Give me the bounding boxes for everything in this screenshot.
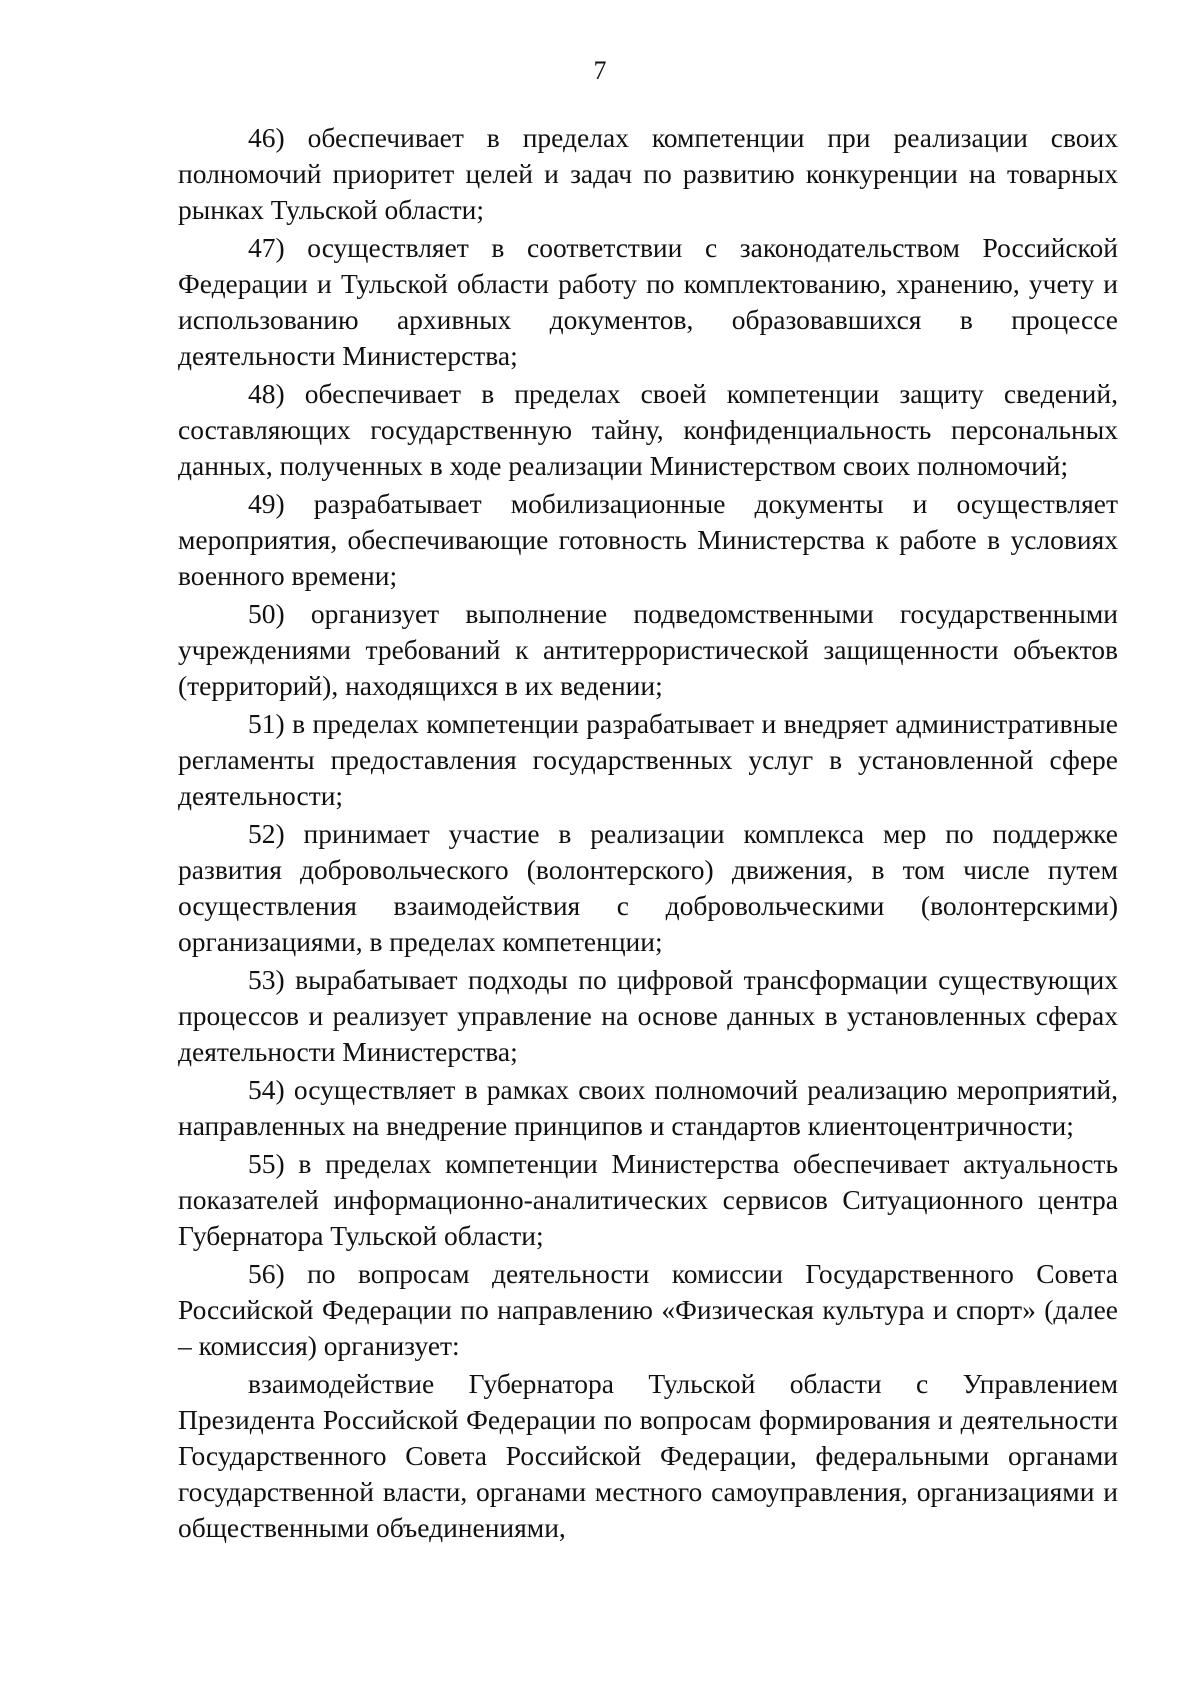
paragraph-item-55: 55) в пределах компетенции Министерства обеспечивает актуальность показателей информационно-аналитических сервисов Ситуационного центра Губернатора Тульской области;	[178, 1148, 1118, 1251]
document-body	[178, 120, 1118, 1548]
page-number: 7	[593, 56, 607, 85]
paragraph-item-49: 49) разрабатывает мобилизационные документы и осуществляет мероприятия, обеспечивающие готовность Министерства к работе в условиях военного времени;	[178, 488, 1118, 591]
paragraph-item-54: 54) осуществляет в рамках своих полномочий реализацию мероприятий, направленных на внедрение принципов и стандартов клиентоцентричности;	[178, 1074, 1118, 1141]
paragraph-item-46: 46) обеспечивает в пределах компетенции при реализации своих полномочий приоритет целей и задач по развитию конкуренции на товарных рынках Тульской области;	[178, 122, 1118, 225]
paragraph-item-48: 48) обеспечивает в пределах своей компетенции защиту сведений, составляющих государственную тайну, конфиденциальность персональных данных, полученных в ходе реализации Министерством своих полномочий;	[178, 378, 1118, 481]
paragraph-item-56-subitem: взаимодействие Губернатора Тульской области с Управлением Президента Российской Федерации по вопросам формирования и деятельности Государственного Совета Российской Федерации, федеральными органами государственной власти, органами местного самоуправления, организациями и общественными объединениями,	[178, 1368, 1118, 1543]
paragraph-item-56: 56) по вопросам деятельности комиссии Государственного Совета Российской Федерации по направлению «Физическая культура и спорт» (далее – комиссия) организует:	[178, 1258, 1118, 1361]
paragraph-item-50: 50) организует выполнение подведомственными государственными учреждениями требований к антитеррористической защищенности объектов (территорий), находящихся в их ведении;	[178, 598, 1118, 701]
paragraph-item-52: 52) принимает участие в реализации комплекса мер по поддержке развития добровольческого (волонтерского) движения, в том числе путем осуществления взаимодействия с добровольческими (волонтерскими) организациями, в пределах компетенции;	[178, 818, 1118, 957]
paragraph-item-51: 51) в пределах компетенции разрабатывает и внедряет административные регламенты предоставления государственных услуг в установленной сфере деятельности;	[178, 708, 1118, 811]
paragraph-item-47: 47) осуществляет в соответствии с законодательством Российской Федерации и Тульской области работу по комплектованию, хранению, учету и использованию архивных документов, образовавшихся в процессе деятельности Министерства;	[178, 232, 1118, 371]
paragraph-item-53: 53) вырабатывает подходы по цифровой трансформации существующих процессов и реализует управление на основе данных в установленных сферах деятельности Министерства;	[178, 964, 1118, 1067]
